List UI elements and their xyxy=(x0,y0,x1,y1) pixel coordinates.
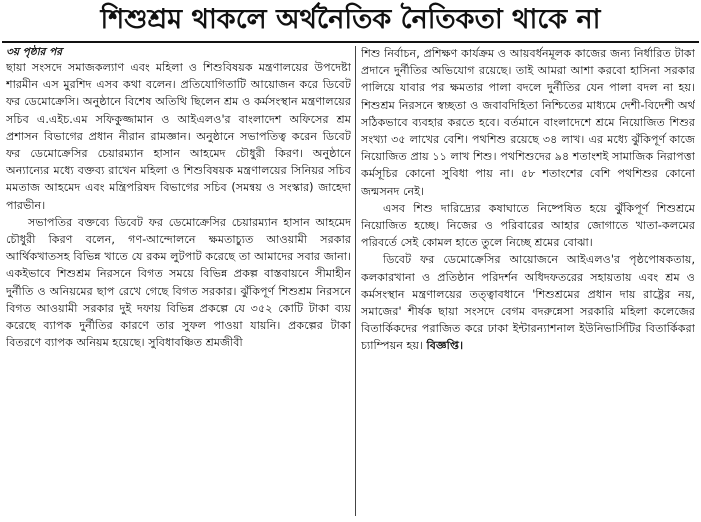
article-paragraph-text: ডিবেট ফর ডেমোক্রেসির আয়োজনে আইএলও'র পৃষ্ঠপোষকতায়, কলকারখানা ও প্রতিষ্ঠান পরিদর্শন অধিদফতরের সহায়তায় এবং শ্রম ও কর্মসংস্থান মন্ত্রণালয়ের তত্ত্বাবধানে 'শিশুশ্রমের প্রধান দায় রাষ্ট্রের নয়, সমাজের' শীর্ষক ছায়া সংসদে বেগম বদরুন্নেসা সরকারি মহিলা কলেজের বিতার্কিকদের পরাজিত করে ঢাকা ইন্টারন্যাশনাল ইউনিভার্সিটির বিতার্কিকরা চ্যাম্পিয়ন হয়। xyxy=(361,253,695,353)
article-paragraph: সভাপতির বক্তব্যে ডিবেট ফর ডেমোক্রেসির চেয়ারম্যান হাসান আহমেদ চৌধুরী কিরণ বলেন, গণ-আন্দোলনে ক্ষমতাচ্যুত আওয়ামী সরকার আর্থিকখাতসহ বিভিন্ন খাতে যে রকম লুটপাট করেছে তা আমাদের সবার জানা। একইভাবে শিশুশ্রম নিরসনে বিগত সময়ে বিভিন্ন প্রকল্প বাস্তবায়নে সীমাহীন দুর্নীতি ও অনিয়মের ছাপ রেখে গেছে বিগত সরকার। ঝুঁকিপূর্ণ শিশুশ্রম নিরসনে বিগত আওয়ামী সরকার দুই দফায় বিভিন্ন প্রকল্পে যে ৩৫২ কোটি টাকা ব্যয় করেছে ব্যাপক দুর্নীতির কারণে তার সুফল পাওয়া যায়নি। প্রকল্পের টাকা বিতরণে ব্যাপক অনিয়ম হয়েছে। সুবিধাবঞ্চিত শ্রমজীবী xyxy=(6,215,351,350)
press-release-credit: বিজ্ঞপ্তি। xyxy=(426,339,464,353)
headline-rule xyxy=(2,41,699,43)
continued-from-label: ৩য় পৃষ্ঠার পর xyxy=(6,46,63,58)
article-paragraph: ছায়া সংসদে সমাজকল্যাণ এবং মহিলা ও শিশুবিষয়ক মন্ত্রণালয়ের উপদেষ্টা শারমীন এস মুরশিদ এসব কথা বলেন। প্রতিযোগিতাটি আয়োজন করে ডিবেট ফর ডেমোক্রেসি। অনুষ্ঠানে বিশেষ অতিথি ছিলেন শ্রম ও কর্মসংস্থান মন্ত্রণালয়ের সচিব এ.এইচ.এম সফিকুজ্জামান ও আইএলও'র বাংলাদেশ অফিসের শ্রম প্রশাসন বিভাগের প্রধান নীরান রামজ্ঞান। অনুষ্ঠানে সভাপতিত্ব করেন ডিবেট ফর ডেমোক্রেসির চেয়ারম্যান হাসান আহমেদ চৌধুরী কিরণ। অনুষ্ঠানে অন্যান্যের মধ্যে বক্তব্য রাখেন মহিলা ও শিশুবিষয়ক মন্ত্রণালয়ের সিনিয়র সচিব মমতাজ আহমেদ এবং মন্ত্রিপরিষদ বিভাগের সচিব (সমন্বয় ও সংস্কার) জাহেদা পারভীন। xyxy=(6,61,351,212)
article-column-left xyxy=(6,45,351,517)
article-column-right xyxy=(361,45,695,517)
article-paragraph: এসব শিশু দারিদ্র্যের কষাঘাতে নিষ্পেষিত হয়ে ঝুঁকিপূর্ণ শিশুশ্রমে নিয়োজিত হচ্ছে। নিজের ও পরিবারের আহার জোগাতে খাতা-কলমের পরিবর্তে সেই কোমল হাতে তুলে নিচ্ছে শ্রমের বোঝা। xyxy=(361,201,695,250)
article-paragraph: শিশু নির্বাচন, প্রশিক্ষণ কার্যক্রম ও আয়বর্ধনমূলক কাজের জন্য নির্ধারিত টাকা প্রদানে দুর্নীতির অভিযোগ রয়েছে। তাই আমরা আশা করবো হাসিনা সরকার পালিয়ে যাবার পর ক্ষমতার পালা বদলে দুর্নীতির যেন পালা বদল না হয়। শিশুশ্রম নিরসনে স্বচ্ছতা ও জবাবদিহিতা নিশ্চিতের মাধ্যমে দেশী-বিদেশী অর্থ সঠিকভাবে ব্যবহার করতে হবে। বর্তমানে বাংলাদেশে শ্রমে নিয়োজিত শিশুর সংখ্যা ৩৫ লাখের বেশি। পথশিশু রয়েছে ৩৪ লাখ। এর মধ্যে ঝুঁকিপূর্ণ কাজে নিয়োজিত প্রায় ১১ লাখ শিশু। পথশিশুদের ৯৪ শতাংশই সামাজিক নিরাপত্তা কর্মসূচির কোনো সুবিধা পায় না। ৫৮ শতাংশের বেশি পথশিশুর কোনো জন্মসনদ নেই। xyxy=(361,47,695,198)
headline: শিশুশ্রম থাকলে অর্থনৈতিক নৈতিকতা থাকে না xyxy=(100,4,601,35)
column-divider xyxy=(355,46,356,516)
article-paragraph-last xyxy=(361,251,695,354)
